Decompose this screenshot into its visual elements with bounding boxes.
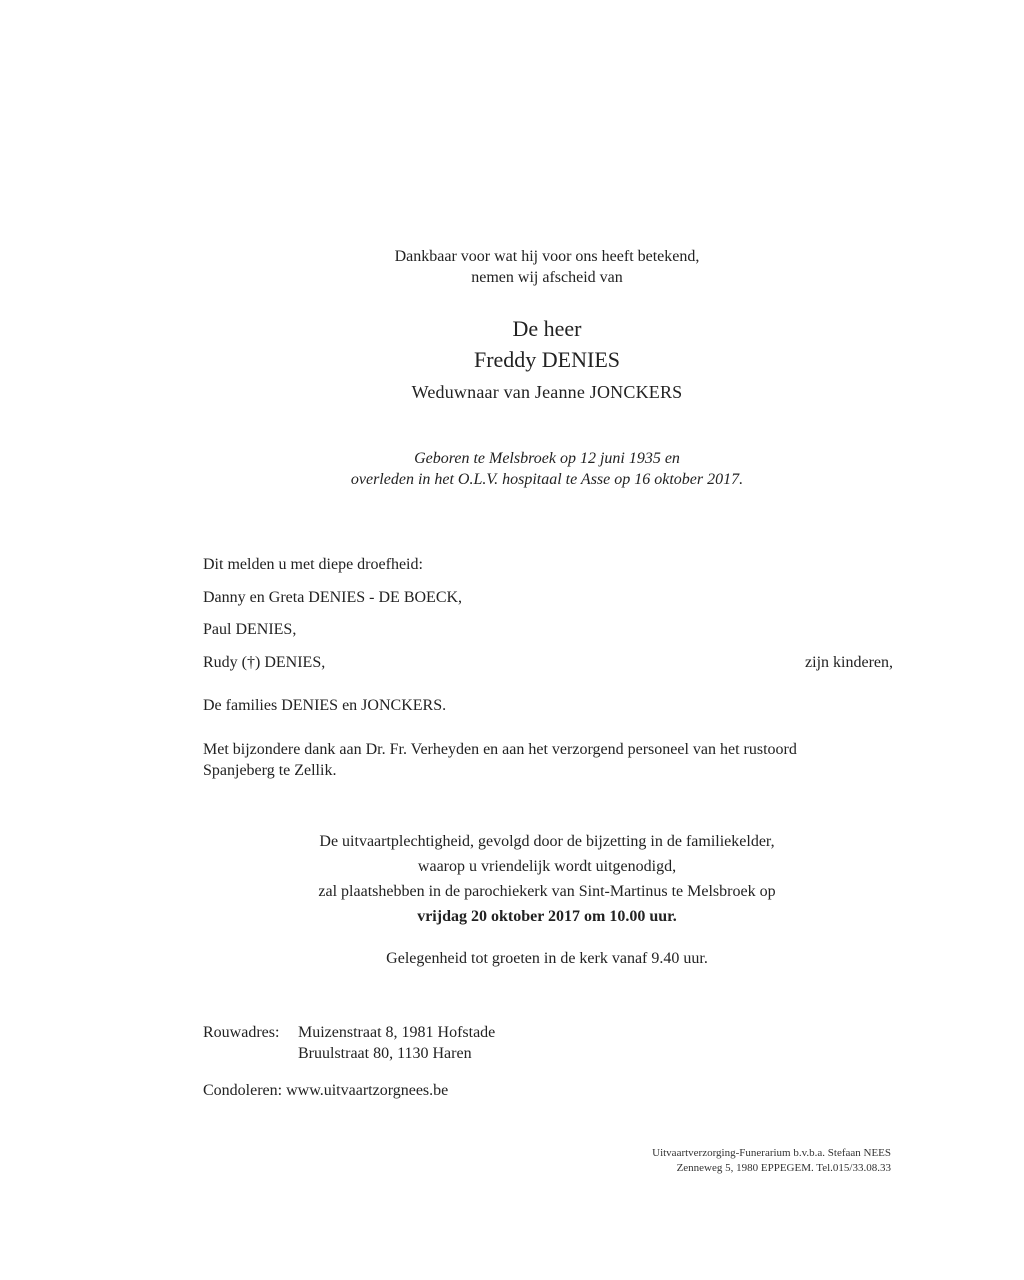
deceased-name: Freddy DENIES	[473, 347, 621, 372]
child-entry: Paul DENIES,	[203, 621, 297, 638]
deceased-title	[0, 313, 1024, 375]
intro-line-1: Dankbaar voor wat hij voor ons heeft betekend,	[394, 248, 700, 265]
thanks-line-2: Spanjeberg te Zellik.	[203, 762, 337, 779]
salutation: De heer	[512, 316, 582, 341]
greeting-line: Gelegenheid tot groeten in de kerk vanaf 9.40 uur.	[386, 950, 708, 967]
ceremony-line-2: waarop u vriendelijk wordt uitgenodigd,	[417, 858, 677, 875]
footer-line-2: Zenneweg 5, 1980 EPPEGEM. Tel.015/33.08.33	[676, 1162, 891, 1174]
ceremony-datetime: vrijdag 20 oktober 2017 om 10.00 uur.	[417, 908, 677, 925]
funeral-home-footer	[652, 1146, 891, 1176]
ceremony-line-3: zal plaatshebben in de parochiekerk van Sint-Martinus te Melsbroek op	[318, 883, 776, 900]
announcement-heading: Dit melden u met diepe droefheid:	[203, 556, 423, 573]
child-entry-row	[203, 652, 893, 673]
ceremony-text	[0, 829, 1024, 929]
ceremony-line-1: De uitvaartplechtigheid, gevolgd door de bijzetting in de familiekelder,	[319, 833, 775, 850]
address-row	[203, 1022, 893, 1043]
children-role: zijn kinderen,	[805, 654, 893, 671]
condolence-line: Condoleren: www.uitvaartzorgnees.be	[203, 1082, 449, 1099]
address-1: Muizenstraat 8, 1981 Hofstade	[298, 1024, 496, 1041]
thanks-line-1: Met bijzondere dank aan Dr. Fr. Verheyden en aan het verzorgend personeel van het rustoord	[203, 741, 797, 758]
intro-line-2: nemen wij afscheid van	[471, 269, 623, 286]
address-2: Bruulstraat 80, 1130 Haren	[298, 1045, 472, 1062]
address-label: Rouwadres:	[203, 1024, 280, 1041]
families-line: De families DENIES en JONCKERS.	[203, 697, 447, 714]
mourning-address	[203, 1022, 893, 1064]
intro-text	[0, 246, 1024, 288]
thanks-text	[203, 739, 893, 781]
child-entry: Danny en Greta DENIES - DE BOECK,	[203, 589, 463, 606]
widower-line: Weduwnaar van Jeanne JONCKERS	[411, 382, 683, 402]
born-line: Geboren te Melsbroek op 12 juni 1935 en	[414, 450, 680, 467]
address-row	[203, 1043, 893, 1064]
child-entry: Rudy (†) DENIES,	[203, 654, 326, 671]
birth-death-dates	[0, 448, 1024, 490]
died-line: overleden in het O.L.V. hospitaal te Asse op 16 oktober 2017.	[350, 471, 744, 488]
footer-line-1: Uitvaartverzorging-Funerarium b.v.b.a. Stefaan NEES	[652, 1147, 891, 1159]
